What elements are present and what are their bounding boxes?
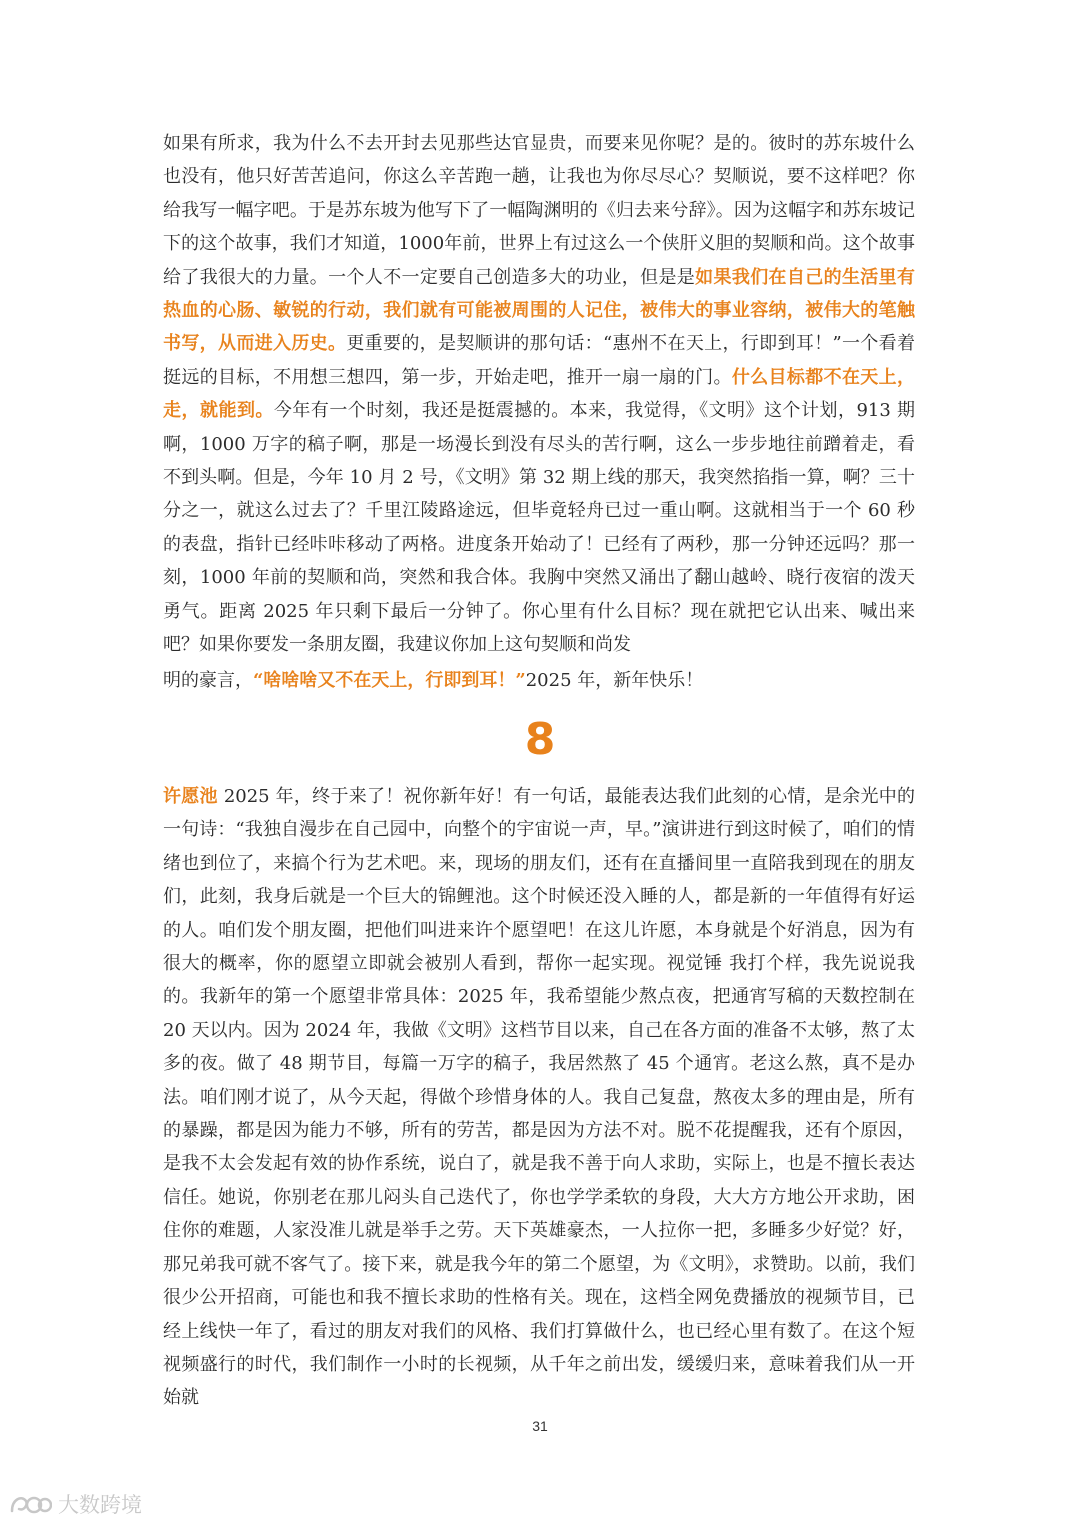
highlight-text: 如果我们在自己的生活里有热血的心肠、敏锐的行动，我们就有可能被周围的人记住，被伟大的事业容纳，被伟大的笔触书写，从而进入历史。 [163, 266, 916, 355]
paragraph-text: 明的豪言， [163, 670, 253, 691]
paragraph-closing-line [163, 664, 915, 697]
paragraph-story-qishun [163, 127, 915, 662]
page-number: 31 [532, 1418, 548, 1434]
watermark [8, 1490, 142, 1518]
section-heading-inline: 许愿池 [163, 786, 218, 807]
highlight-quote: “啥啥啥又不在天上，行即到耳！” [253, 670, 526, 691]
watermark-text: 大数跨境 [58, 1493, 142, 1517]
watermark-logo-icon [8, 1491, 52, 1517]
paragraph-text: 今年有一个时刻，我还是挺震撼的。本来，我觉得，《文明》这个计划，913 期啊，1000 万字的稿子啊，那是一场漫长到没有尽头的苦行啊，这么一步步地往前蹭着走，看不到头啊。但是，今年 10 月 2 号，《文明》第 32 期上线的那天，我突然掐指一算，啊？三十分之一，就这么过去了？千里江陵路途远，但毕竟轻舟已过一重山啊。这就相当于一个 60 秒的表盘，指针已经咔咔移动了两格。进度条开始动了！已经有了两秒，那一分钟还远吗？那一刻，1000 年前的契顺和尚，突然和我合体。我胸中突然又涌出了翻山越岭、晓行夜宿的泼天勇气。距离 2025 年只剩下最后一分钟了。你心里有什么目标？现在就把它认出来、喊出来吧？如果你要发一条朋友圈，我建议你加上这句契顺和尚发 [163, 400, 916, 656]
paragraph-text: 更重要的，是契顺讲的那句话：“惠州不在天上，行即到耳！”一个看着挺远的目标，不用想三想四，第一步，开始走吧，推开一扇一扇的门。 [163, 333, 916, 388]
section-number: 8 [524, 714, 556, 765]
paragraph-text: 如果有所求，我为什么不去开封去见那些达官显贵，而要来见你呢？是的。彼时的苏东坡什么也没有，他只好苦苦追问，你这么辛苦跑一趟，让我也为你尽尽心？契顺说，要不这样吧？你给我写一幅字吧。于是苏东坡为他写下了一幅陶渊明的《归去来兮辞》。因为这幅字和苏东坡记下的这个故事，我们才知道，1000年前，世界上有过这么一个侠肝义胆的契顺和尚。这个故事给了我很大的力量。一个人不一定要自己创造多大的功业，但是是 [163, 133, 915, 288]
paragraph-text: 2025 年，终于来了！祝你新年好！有一句话，最能表达我们此刻的心情，是余光中的一句诗：“我独自漫步在自己园中，向整个的宇宙说一声，早。”演讲进行到这时候了，咱们的情绪也到位了，来搞个行为艺术吧。来，现场的朋友们，还有在直播间里一直陪我到现在的朋友们，此刻，我身后就是一个巨大的锦鲤池。这个时候还没入睡的人，都是新的一年值得有好运的人。咱们发个朋友圈，把他们叫进来许个愿望吧！在这儿许愿，本身就是个好消息，因为有很大的概率，你的愿望立即就会被别人看到，帮你一起实现。视觉锤 我打个样，我先说说我的。我新年的第一个愿望非常具体：2025 年，我希望能少熬点夜，把通宵写稿的天数控制在 20 天以内。因为 2024 年，我做《文明》这档节目以来，自己在各方面的准备不太够，熬了太多的夜。做了 48 期节目，每篇一万字的稿子，我居然熬了 45 个通宵。老这么熬，真不是办法。咱们刚才说了，从今天起，得做个珍惜身体的人。我自己复盘，熬夜太多的理由是，所有的暴躁，都是因为能力不够，所有的劳苦，都是因为方法不对。脱不花提醒我，还有个原因，是我不太会发起有效的协作系统，说白了，就是我不善于向人求助，实际上，也是不擅长表达信任。她说，你别老在那儿闷头自己迭代了，你也学学柔软的身段，大大方方地公开求助，困住你的难题，人家没准儿就是举手之劳。天下英雄豪杰，一人拉你一把，多睡多少好觉？好，那兄弟我可就不客气了。接下来，就是我今年的第二个愿望，为《文明》，求赞助。以前，我们很少公开招商，可能也和我不擅长求助的性格有关。现在，这档全网免费播放的视频节目，已经上线快一年了，看过的朋友对我们的风格、我们打算做什么，也已经心里有数了。在这个短视频盛行的时代，我们制作一小时的长视频，从千年之前出发，缓缓归来，意味着我们从一开始就 [163, 786, 915, 1409]
paragraph-wishing-pool [163, 780, 915, 1415]
paragraph-text: 2025 年，新年快乐！ [525, 670, 704, 691]
highlight-text: 什么目标都不在天上，走，就能到。 [163, 366, 916, 422]
